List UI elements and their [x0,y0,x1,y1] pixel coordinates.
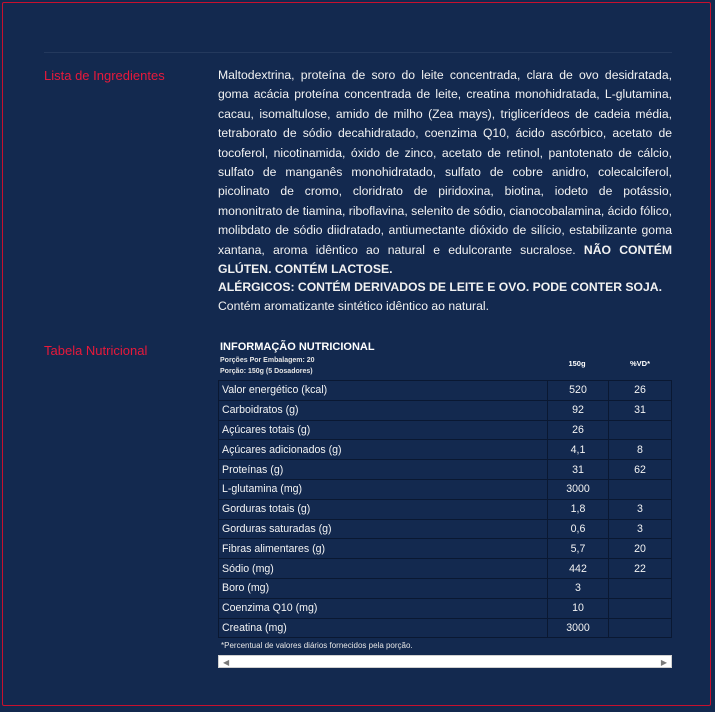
chevron-left-icon[interactable]: ◀ [223,658,230,668]
nutrient-name: Valor energético (kcal) [219,381,548,401]
nutrient-name: Creatina (mg) [219,618,548,638]
nutrient-name: L-glutamina (mg) [219,479,548,499]
aroma-note: Contém aromatizante sintético idêntico ao natural. [218,299,489,313]
nutrition-footnote: *Percentual de valores diários fornecidos pela porção. [221,641,413,651]
nutrient-name: Fibras alimentares (g) [219,539,548,559]
horizontal-scrollbar[interactable] [218,655,672,668]
nutrient-vd [609,420,672,440]
nutrient-amount: 26 [548,420,609,440]
nutrient-vd: 8 [609,440,672,460]
nutrient-name: Açúcares adicionados (g) [219,440,548,460]
nutrient-vd [609,578,672,598]
column-header-vd: %VD* [629,359,650,368]
table-row [219,559,672,579]
nutrient-amount: 0,6 [548,519,609,539]
table-row [219,420,672,440]
nutrient-name: Boro (mg) [219,578,548,598]
nutrient-amount: 3000 [548,479,609,499]
nutrient-name: Proteínas (g) [219,460,548,480]
nutrient-name: Gorduras totais (g) [219,499,548,519]
ingredients-text-block [218,66,672,279]
table-row [219,479,672,499]
nutrient-name: Carboidratos (g) [219,400,548,420]
nutrient-amount: 10 [548,598,609,618]
table-row [219,440,672,460]
nutrient-vd: 22 [609,559,672,579]
ingredients-section-label: Lista de Ingredientes [44,68,165,83]
nutrient-vd: 20 [609,539,672,559]
nutrient-vd: 3 [609,499,672,519]
nutrient-name: Gorduras saturadas (g) [219,519,548,539]
nutrient-amount: 31 [548,460,609,480]
nutrient-amount: 3 [548,578,609,598]
nutrition-section-label: Tabela Nutricional [44,343,148,358]
nutrient-vd: 62 [609,460,672,480]
nutrient-name: Açúcares totais (g) [219,420,548,440]
chevron-right-icon[interactable]: ▶ [660,658,667,668]
nutrient-name: Coenzima Q10 (mg) [219,598,548,618]
nutrient-amount: 520 [548,381,609,401]
gluten-lactose-note: NÃO CONTÉM GLÚTEN. CONTÉM LACTOSE. [218,242,672,277]
nutrient-vd: 26 [609,381,672,401]
ingredients-list: Maltodextrina, proteína de soro do leite concentrada, clara de ovo desidratada, goma acácia proteína concentrada de leite, creatina monohidratada, L-glutamina, cacau, isomaltulose, amido de milho (Zea mays), triglicerídeos de cadeia média, tetraborato de sódio decahidratado, coenzima Q10, ácido ascórbico, acetato de tocoferol, nicotinamida, óxido de zinco, acetato de retinol, pantotenato de cálcio, sulfato de manganês monohidratado, sulfato de cobre anidro, colecalciferol, picolinato de cromo, cloridrato de piridoxina, biotina, iodeto de potássio, mononitrato de tiamina, riboflavina, selenito de sódio, cianocobalamina, ácido fólico, molibdato de sódio diidratado, antiumectante dióxido de silício, estabilizante goma xantana, aroma idêntico ao natural e edulcorante sucralose. [218,68,672,257]
nutrient-vd [609,479,672,499]
nutrient-vd [609,598,672,618]
nutrition-table-header [218,340,672,380]
table-row [219,460,672,480]
nutrition-table-container [218,340,672,668]
allergens-warning: ALÉRGICOS: CONTÉM DERIVADOS DE LEITE E OVO. PODE CONTER SOJA. [218,280,662,294]
nutrient-amount: 3000 [548,618,609,638]
servings-per-package: Porções Por Embalagem: 20 [220,357,315,364]
nutrient-vd [609,618,672,638]
nutrition-table [218,380,672,638]
table-row [219,400,672,420]
table-row [219,578,672,598]
nutrient-amount: 1,8 [548,499,609,519]
nutrient-vd: 31 [609,400,672,420]
table-row [219,519,672,539]
column-header-amount: 150g [568,359,586,368]
table-row [219,381,672,401]
table-row [219,618,672,638]
table-row [219,539,672,559]
nutrient-name: Sódio (mg) [219,559,548,579]
nutrient-amount: 442 [548,559,609,579]
nutrition-title: INFORMAÇÃO NUTRICIONAL [220,341,375,353]
table-row [219,598,672,618]
nutrient-amount: 92 [548,400,609,420]
nutrient-amount: 5,7 [548,539,609,559]
nutrient-amount: 4,1 [548,440,609,460]
nutrient-vd: 3 [609,519,672,539]
allergens-block [218,278,672,316]
divider [44,52,672,53]
table-row [219,499,672,519]
portion-size: Porção: 150g (5 Dosadores) [220,368,313,375]
